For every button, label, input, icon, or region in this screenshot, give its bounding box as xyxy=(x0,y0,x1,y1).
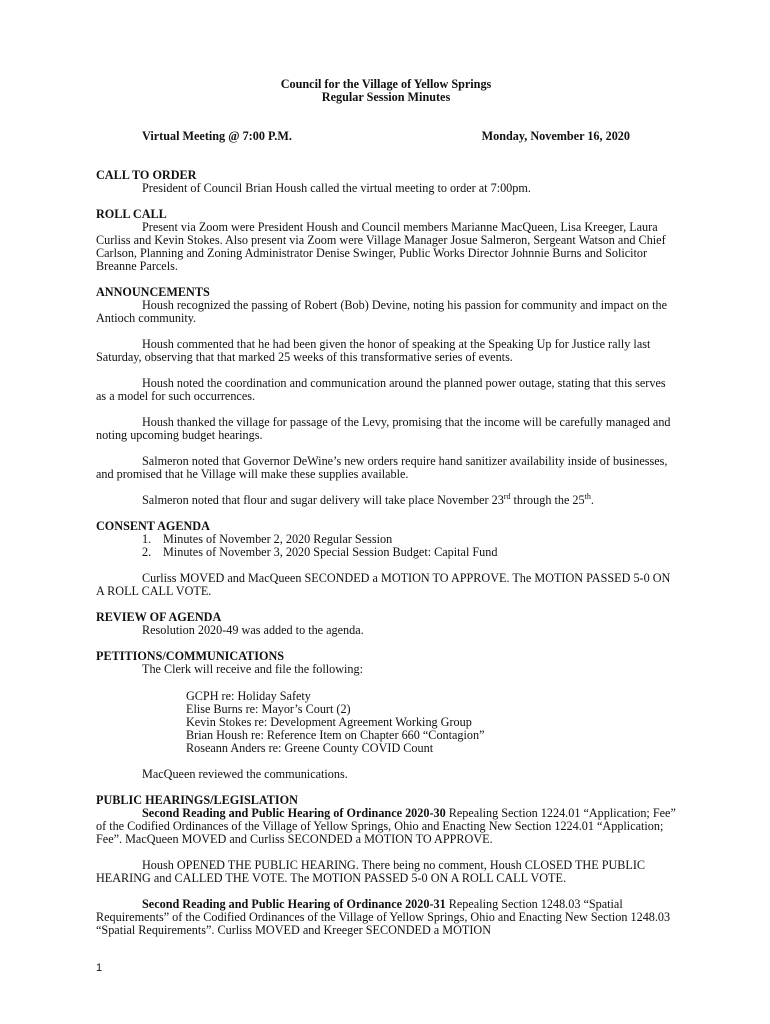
roll-call-heading: ROLL CALL xyxy=(96,207,167,221)
consent-agenda-section xyxy=(96,520,676,598)
announcements-section xyxy=(96,286,676,507)
announcement-paragraph: Housh noted the coordination and communication around the planned power outage, stating that this serves as a model for such occurrences. xyxy=(96,376,666,403)
list-item xyxy=(142,546,676,559)
meeting-date: Monday, November 16, 2020 xyxy=(481,129,630,143)
announcement-paragraph xyxy=(96,491,676,507)
meeting-type: Virtual Meeting @ 7:00 P.M. xyxy=(142,129,292,143)
call-to-order-section xyxy=(96,169,676,195)
ordinance-30-title: Second Reading and Public Hearing of Ordinance 2020-30 xyxy=(142,806,446,820)
announcement-text: Salmeron noted that flour and sugar delivery will take place November 23 xyxy=(142,493,504,507)
minutes-page xyxy=(96,78,676,937)
review-of-agenda-section xyxy=(96,611,676,637)
announcement-paragraph: Housh commented that he had been given the honor of speaking at the Speaking Up for Justice rally last Saturday, observing that that marked 25 weeks of this transformative series of events. xyxy=(96,337,651,364)
consent-agenda-motion: Curliss MOVED and MacQueen SECONDED a MOTION TO APPROVE. The MOTION PASSED 5-0 ON A ROLL CALL VOTE. xyxy=(96,571,671,598)
public-hearings-heading: PUBLIC HEARINGS/LEGISLATION xyxy=(96,793,298,807)
list-item-number: 2. xyxy=(142,545,152,559)
ordinal-suffix: th xyxy=(584,491,591,501)
document-subtitle: Regular Session Minutes xyxy=(321,90,451,104)
ordinance-30-text: Repealing Section 1224.01 “Application; Fee” of the Codified Ordinances of the Village of Yellow Springs, Ohio and Enacting New Section 1224.01 “Application; Fee”. MacQueen MOVED and Curliss SECONDED a MOTION TO APPROVE. xyxy=(96,806,676,846)
announcement-paragraph: Salmeron noted that Governor DeWine’s new orders require hand sanitizer availability inside of businesses, and promised that he Village will make these supplies available. xyxy=(96,454,668,481)
communications-list xyxy=(96,690,676,755)
ordinance-30-vote: Housh OPENED THE PUBLIC HEARING. There being no comment, Housh CLOSED THE PUBLIC HEARING and CALLED THE VOTE. The MOTION PASSED 5-0 ON A ROLL CALL VOTE. xyxy=(96,858,646,885)
petitions-intro: The Clerk will receive and file the following: xyxy=(142,662,363,676)
page-number: 1 xyxy=(96,962,103,974)
list-item: Roseann Anders re: Greene County COVID Count xyxy=(186,741,434,755)
list-item-text: Minutes of November 3, 2020 Special Session Budget: Capital Fund xyxy=(163,545,498,559)
public-hearings-section xyxy=(96,794,676,937)
petitions-section xyxy=(96,650,676,781)
petitions-closing: MacQueen reviewed the communications. xyxy=(142,767,348,781)
roll-call-section xyxy=(96,208,676,273)
announcements-heading: ANNOUNCEMENTS xyxy=(96,285,210,299)
call-to-order-heading: CALL TO ORDER xyxy=(96,168,197,182)
ordinal-suffix: rd xyxy=(503,491,511,501)
ordinance-31-text: Repealing Section 1248.03 “Spatial Requirements” of the Codified Ordinances of the Village of Yellow Springs, Ohio and Enacting New Section 1248.03 “Spatial Requirements”. Curliss MOVED and Kreeger SECONDED a MOTION xyxy=(96,897,671,937)
ordinance-31-paragraph xyxy=(96,898,676,937)
list-item-number: 1. xyxy=(142,532,152,546)
meeting-meta-row xyxy=(96,130,676,143)
list-item: GCPH re: Holiday Safety xyxy=(186,689,311,703)
review-of-agenda-heading: REVIEW OF AGENDA xyxy=(96,610,222,624)
document-title: Council for the Village of Yellow Springs xyxy=(280,77,492,91)
announcement-text: through the 25 xyxy=(510,493,585,507)
list-item: Elise Burns re: Mayor’s Court (2) xyxy=(186,702,351,716)
announcement-paragraph: Housh recognized the passing of Robert (Bob) Devine, noting his passion for community and impact on the Antioch community. xyxy=(96,298,667,325)
roll-call-text: Present via Zoom were President Housh and Council members Marianne MacQueen, Lisa Kreeger, Laura Curliss and Kevin Stokes. Also present via Zoom were Village Manager Josue Salmeron, Sergeant Watson and Chief Carlson, Planning and Zoning Administrator Denise Swinger, Public Works Director Johnnie Burns and Solicitor Breanne Parcels. xyxy=(96,220,666,273)
ordinance-30-paragraph xyxy=(96,807,676,846)
announcement-paragraph: Housh thanked the village for passage of the Levy, promising that the income will be carefully managed and noting upcoming budget hearings. xyxy=(96,415,671,442)
review-of-agenda-text: Resolution 2020-49 was added to the agenda. xyxy=(142,623,364,637)
ordinance-31-title: Second Reading and Public Hearing of Ordinance 2020-31 xyxy=(142,897,446,911)
list-item: Brian Housh re: Reference Item on Chapter 660 “Contagion” xyxy=(186,728,485,742)
list-item-text: Minutes of November 2, 2020 Regular Session xyxy=(163,532,393,546)
call-to-order-text: President of Council Brian Housh called the virtual meeting to order at 7:00pm. xyxy=(142,181,531,195)
announcement-text: . xyxy=(590,493,594,507)
consent-agenda-list xyxy=(96,533,676,559)
list-item: Kevin Stokes re: Development Agreement Working Group xyxy=(186,715,472,729)
consent-agenda-heading: CONSENT AGENDA xyxy=(96,519,210,533)
petitions-heading: PETITIONS/COMMUNICATIONS xyxy=(96,649,285,663)
